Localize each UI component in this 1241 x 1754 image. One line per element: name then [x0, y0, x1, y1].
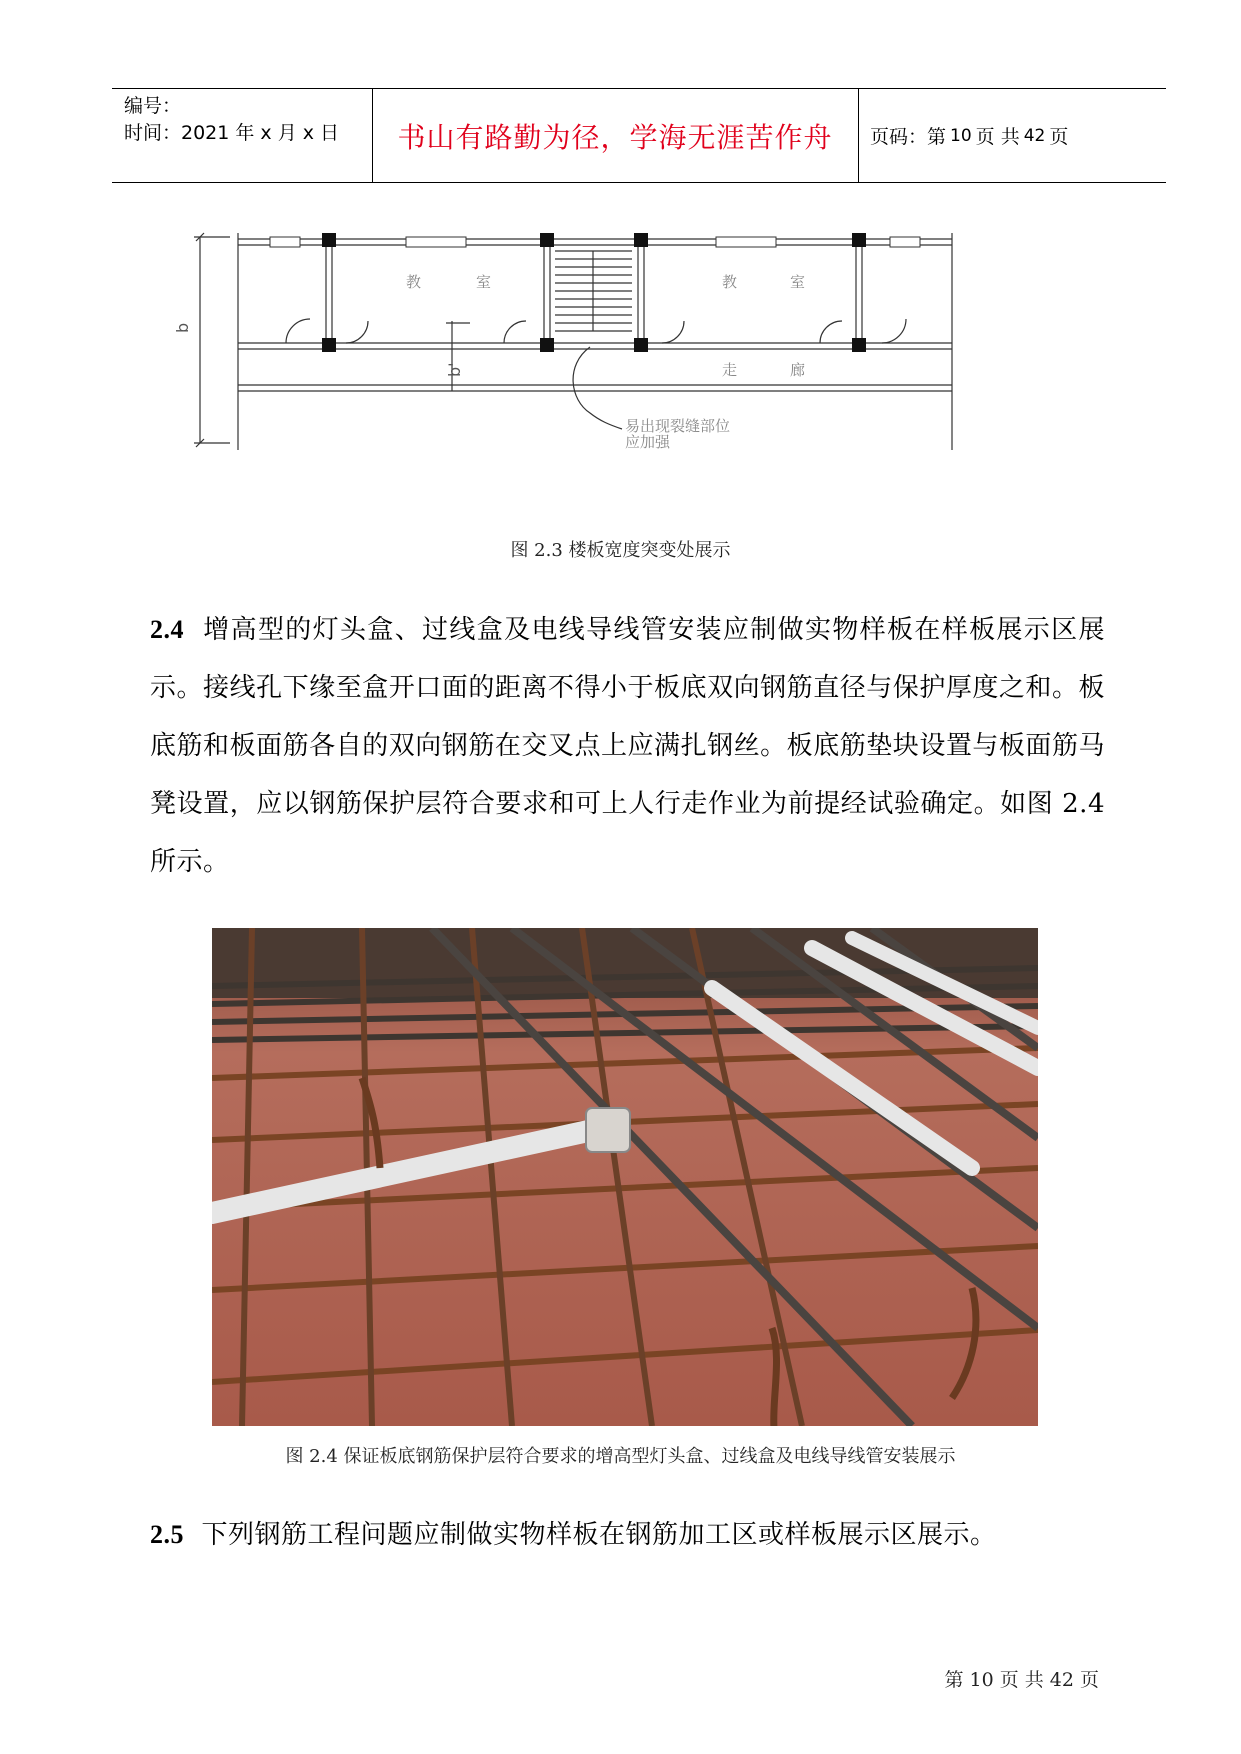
floor-plan-figure: [170, 225, 1070, 515]
header-motto: 书山有路勤为径，学海无涯苦作舟: [397, 120, 833, 154]
header-left-cell: [124, 93, 339, 147]
section-2-4-paragraph: [150, 601, 1105, 891]
date-label: 时间：2021 年 x 月 x 日: [124, 122, 340, 144]
section-2-5-number: 2.5: [150, 1520, 184, 1549]
page-suffix: 页: [1049, 126, 1069, 148]
header-divider: [858, 89, 859, 182]
header-divider: [372, 89, 373, 182]
room-label-right-1: 教: [722, 273, 738, 291]
page-current: 10: [950, 125, 972, 146]
room-label-left-2: 室: [476, 273, 492, 291]
page-footer: 第 10 页 共 42 页: [944, 1669, 1099, 1691]
room-label-right-2: 室: [790, 273, 806, 291]
section-2-5-text: 下列钢筋工程问题应制做实物样板在钢筋加工区或样板展示区展示。: [201, 1520, 997, 1550]
page-total: 42: [1023, 125, 1046, 146]
serial-number-label: 编号：: [124, 95, 182, 117]
corridor-label-2: 廊: [790, 361, 806, 379]
rebar-photo: [212, 928, 1038, 1426]
crack-note-line2: 应加强: [625, 433, 671, 451]
section-2-4-text: 增高型的灯头盒、过线盒及电线导线管安装应制做实物样板在样板展示区展示。接线孔下缘至盒开口面的距离不得小于板底双向钢筋直径与保护厚度之和。板底筋和板面筋各自的双向钢筋在交叉点上应满扎钢丝。板底筋垫块设置与板面筋马凳设置，应以钢筋保护层符合要求和可上人行走作业为前提经试验确定。如图 2.4 所示。: [150, 615, 1105, 877]
section-2-4-number: 2.4: [150, 615, 184, 644]
page-mid: 页 共: [975, 126, 1020, 148]
figure-2-4-caption: 图 2.4 保证板底钢筋保护层符合要求的增高型灯头盒、过线盒及电线导线管安装展示: [285, 1446, 956, 1467]
dimension-b-prime: b': [445, 362, 464, 377]
figure-2-3-caption: 图 2.3 楼板宽度突变处展示: [510, 540, 731, 561]
crack-note-line1: 易出现裂缝部位: [625, 417, 731, 435]
dimension-b: b: [173, 322, 192, 333]
header-page-indicator: [870, 89, 1068, 182]
section-2-5-paragraph: [150, 1506, 1105, 1564]
corridor-label-1: 走: [722, 361, 738, 379]
page-header: [112, 88, 1166, 183]
page-prefix: 页码：第: [870, 126, 947, 148]
room-label-left-1: 教: [406, 273, 422, 291]
